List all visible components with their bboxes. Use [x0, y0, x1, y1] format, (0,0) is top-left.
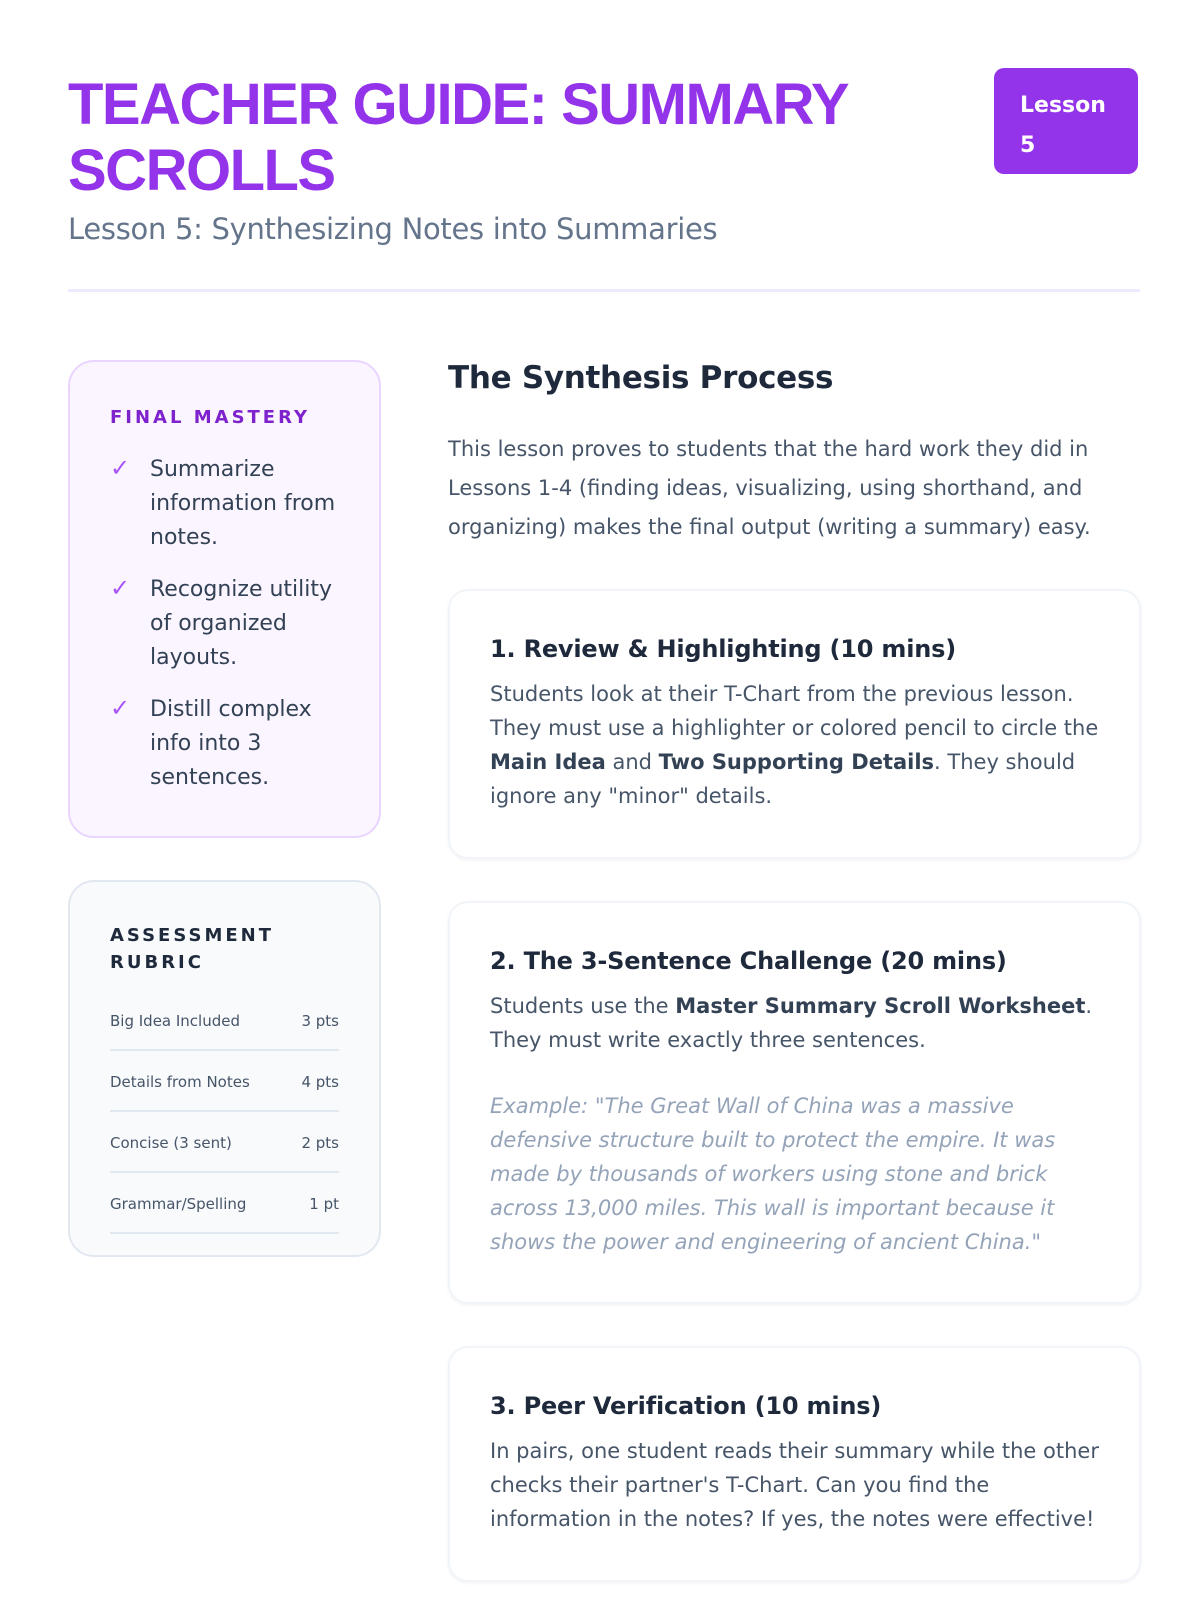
lesson-badge-number: 5: [1020, 133, 1036, 158]
final-mastery-heading: FINAL MASTERY: [110, 407, 311, 428]
rubric-criterion: Concise (3 sent): [110, 1133, 232, 1152]
lesson-badge: [994, 68, 1138, 174]
mastery-item: [110, 693, 355, 795]
rubric-points: 1 pt: [309, 1194, 339, 1213]
mastery-list: [110, 453, 355, 795]
step-title: 3. Peer Verification (10 mins): [490, 1392, 882, 1420]
rubric-criterion: Big Idea Included: [110, 1011, 241, 1030]
mastery-item-text: Distill complex info into 3 sentences.: [150, 697, 312, 790]
final-mastery-card: [68, 360, 381, 838]
rubric-points: 4 pts: [301, 1072, 339, 1091]
page-title: TEACHER GUIDE: SUMMARY SCROLLS: [68, 72, 848, 203]
rubric-points: 3 pts: [301, 1011, 339, 1030]
page-header: [68, 72, 1138, 246]
rubric-criterion: Grammar/Spelling: [110, 1194, 247, 1213]
check-icon: ✓: [110, 574, 131, 602]
section-title: The Synthesis Process: [448, 360, 834, 396]
example-summary: Example: "The Great Wall of China was a massive defensive structure built to protect the empire. It was made by thousands of workers using stone and brick across 13,000 miles. This wall is important because it shows the power and engineering of ancient China.": [490, 1094, 1056, 1254]
supporting-details-emphasis: Two Supporting Details: [658, 750, 935, 774]
check-icon: ✓: [110, 454, 131, 482]
step-card-review: [448, 589, 1141, 859]
mastery-item-text: Recognize utility of organized layouts.: [150, 577, 333, 670]
rubric-points: 2 pts: [301, 1133, 339, 1152]
step-card-peer-verification: [448, 1346, 1141, 1582]
mastery-item-text: Summarize information from notes.: [150, 457, 336, 550]
assessment-rubric-heading: ASSESSMENT RUBRIC: [110, 925, 275, 973]
rubric-row: [110, 1112, 339, 1173]
synthesis-section: [448, 360, 1141, 547]
section-intro: This lesson proves to students that the hard work they did in Lessons 1-4 (finding ideas, visualizing, using shorthand, and organizing) makes the final output (writing a summary) easy.: [448, 437, 1091, 539]
rubric-row: [110, 990, 339, 1051]
assessment-rubric-card: [68, 880, 381, 1257]
rubric-criterion: Details from Notes: [110, 1072, 250, 1091]
main-idea-emphasis: Main Idea: [490, 750, 606, 774]
step-title: 2. The 3-Sentence Challenge (20 mins): [490, 947, 1007, 975]
rubric-row: [110, 1173, 339, 1234]
worksheet-emphasis: Master Summary Scroll Worksheet: [675, 994, 1086, 1018]
page-subtitle: Lesson 5: Synthesizing Notes into Summaries: [68, 212, 718, 246]
step-card-challenge: [448, 901, 1141, 1304]
rubric-table: [110, 990, 339, 1234]
step-body: In pairs, one student reads their summary while the other checks their partner's T-Chart. Can you find the information in the notes? If yes, the notes were effective!: [490, 1439, 1099, 1531]
step-title: 1. Review & Highlighting (10 mins): [490, 635, 957, 663]
mastery-item: [110, 573, 355, 675]
mastery-item: [110, 453, 355, 555]
rubric-row: [110, 1051, 339, 1112]
check-icon: ✓: [110, 694, 131, 722]
step-body: Students look at their T-Chart from the previous lesson. They must use a highlighter or colored pencil to circle the Main Idea and Two Supporting Details. They should ignore any "minor" details.: [490, 682, 1099, 808]
header-divider: [68, 289, 1140, 292]
step-body: Students use the Master Summary Scroll Worksheet. They must write exactly three sentences.: [490, 994, 1093, 1052]
lesson-badge-label: Lesson: [1020, 93, 1106, 118]
